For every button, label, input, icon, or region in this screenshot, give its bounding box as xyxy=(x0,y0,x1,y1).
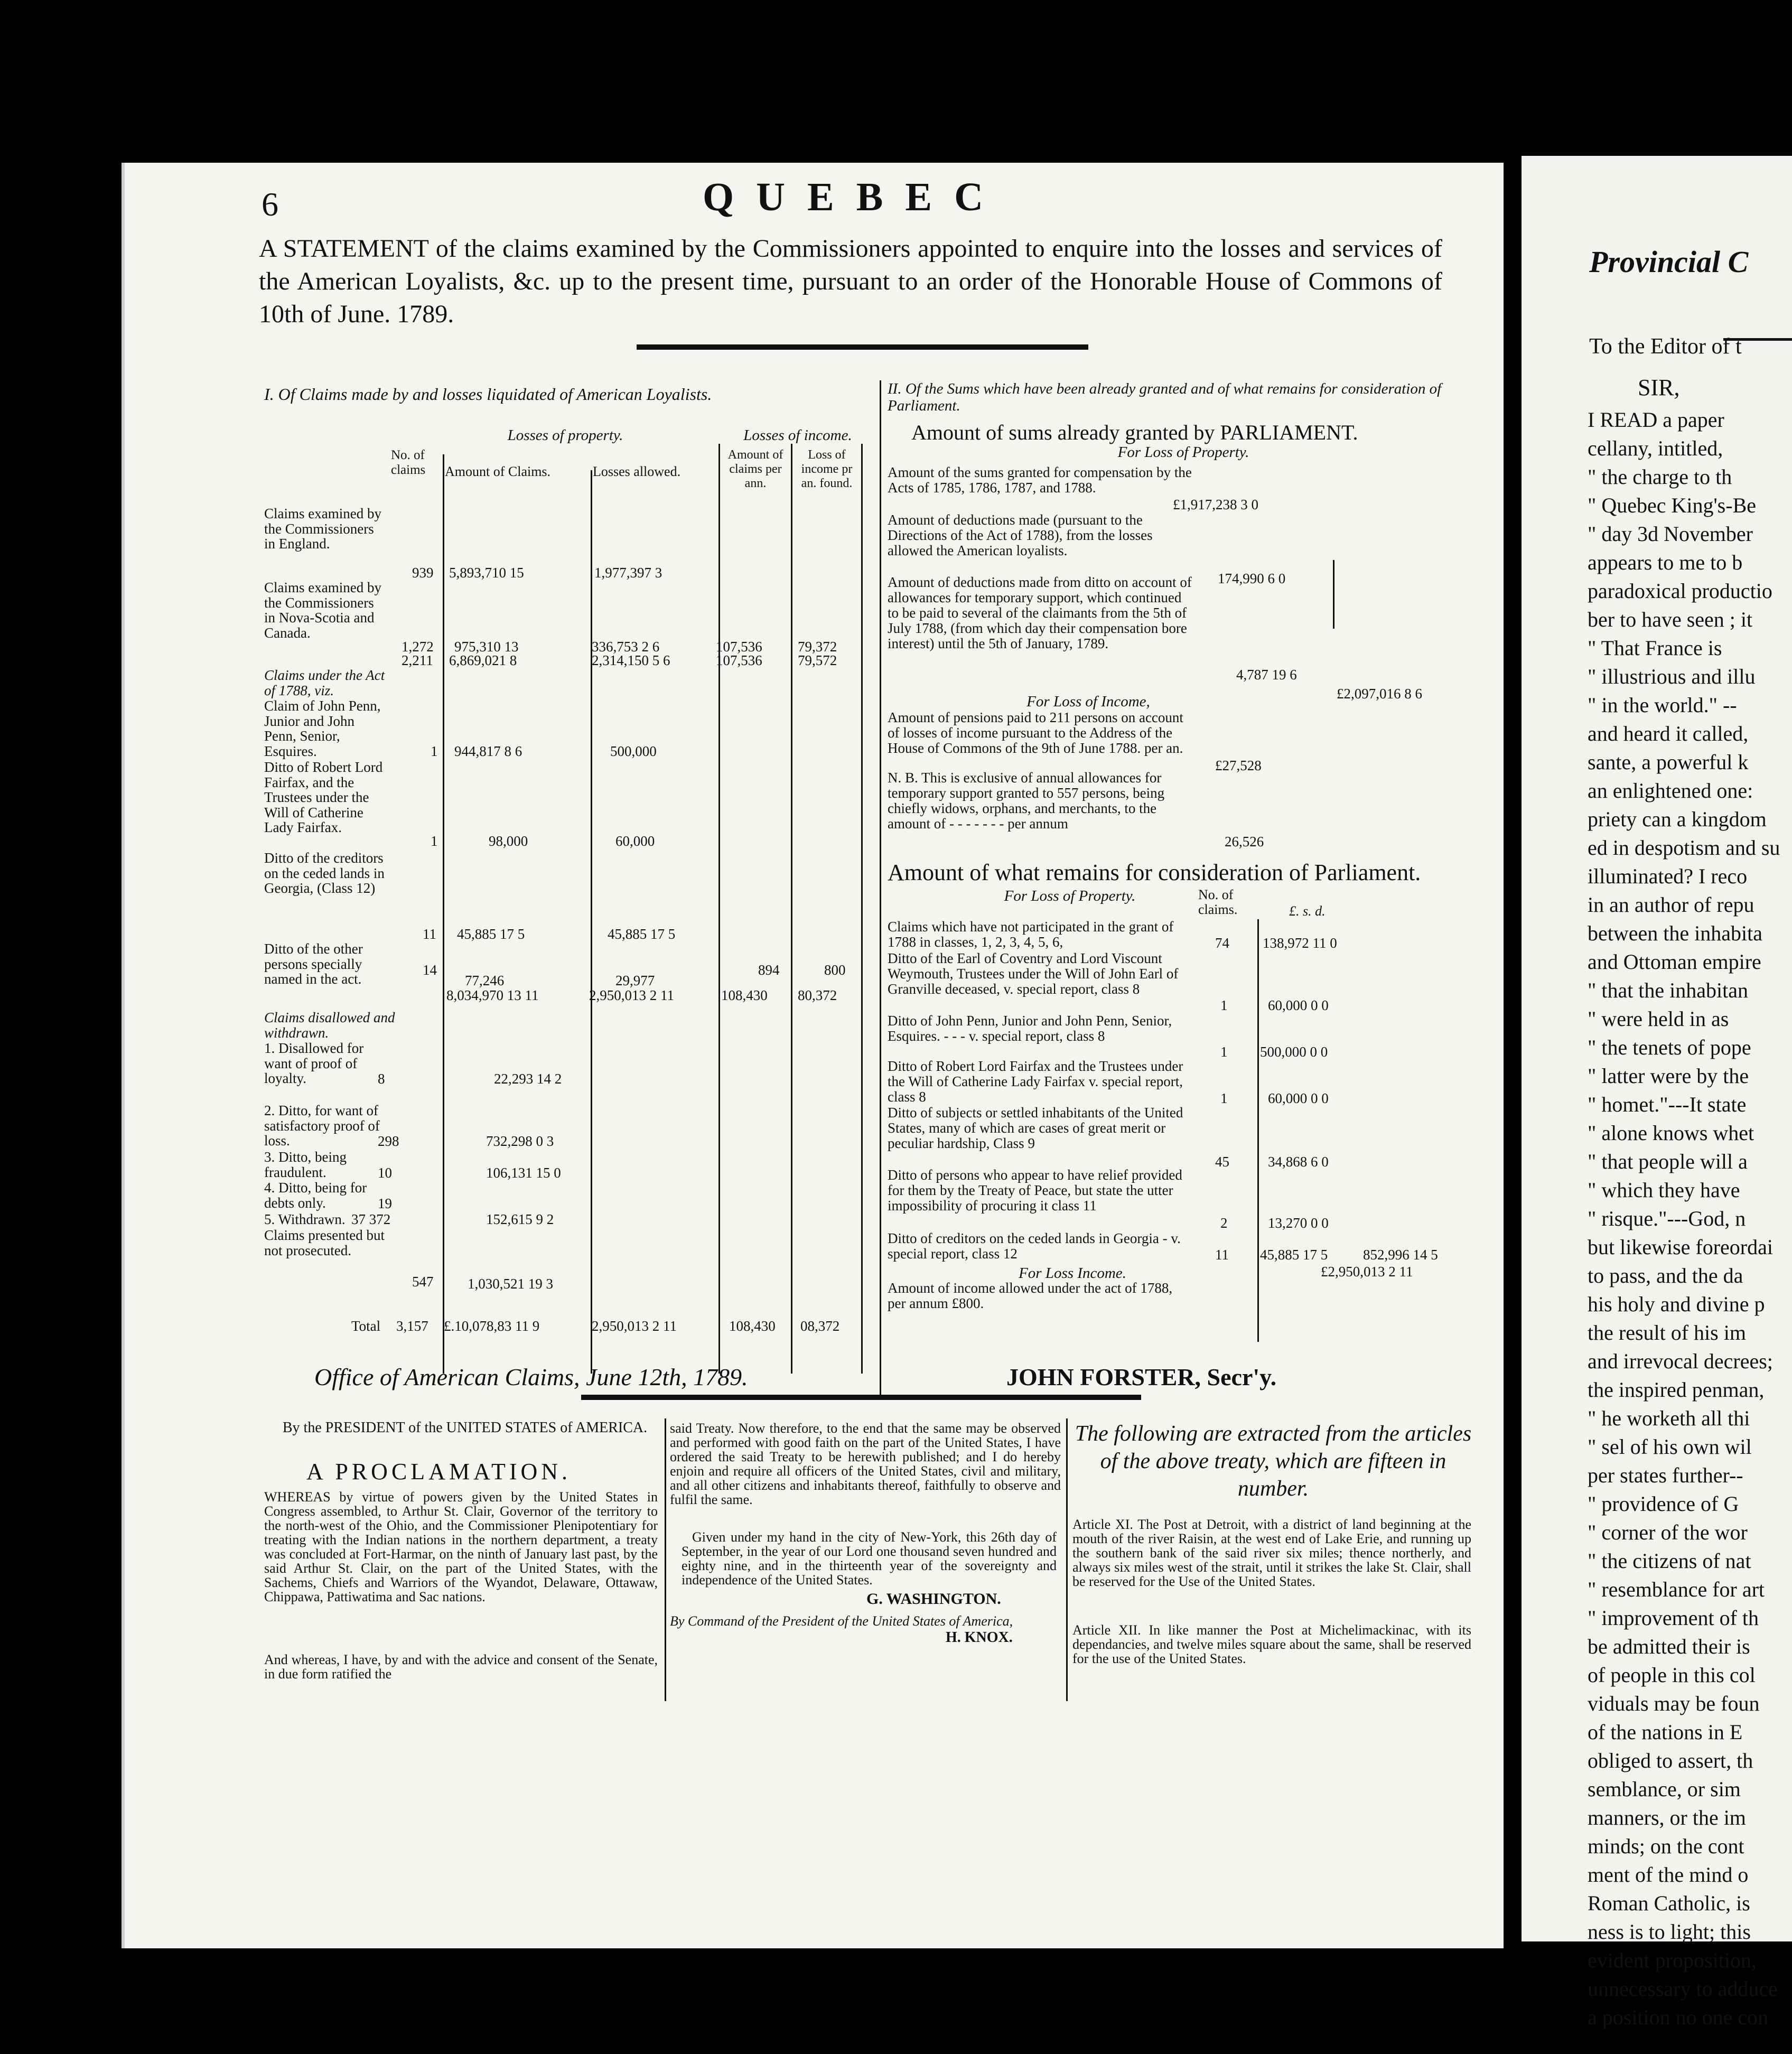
row-income-amount: 894 xyxy=(758,962,780,978)
total-amount: £.10,078,83 11 9 xyxy=(444,1318,540,1334)
claims-row-disallowed-3 xyxy=(264,1149,561,1181)
row-amount: 45,885 17 5 xyxy=(457,926,525,942)
remains-value-1: 138,972 11 0 xyxy=(1263,935,1337,951)
letter-line: ness is to light; this xyxy=(1588,1920,1751,1944)
divider-rule xyxy=(581,1395,1141,1400)
row-label: 4. Ditto, being for debts only. xyxy=(264,1180,367,1211)
row-allowed: 500,000 xyxy=(610,743,657,759)
row-amount: 8,034,970 13 11 xyxy=(446,987,539,1003)
granted-item-3: Amount of deductions made from ditto on account of allowances for temporary support, which continued to be paid to several of the claimants from the 5th of July 1788, (from which day their compensation bore interest) until the 5th of January, 1789. xyxy=(888,574,1192,651)
letter-line: " homet."---It state xyxy=(1588,1093,1747,1116)
income-item-1: Amount of pensions paid to 211 persons on account of losses of income pursuant to the Address of the House of Commons of the 9th of June 1788. per an. xyxy=(888,709,1183,756)
letter-line: unnecessary to adduce xyxy=(1588,1977,1778,2001)
letter-line: an enlightened one: xyxy=(1588,779,1753,802)
income-value-1: £27,528 xyxy=(1215,758,1262,773)
row-allowed: 60,000 xyxy=(615,833,655,849)
remains-no-2: 1 xyxy=(1220,997,1228,1013)
col-head-amount-claims: Amount of Claims. xyxy=(445,464,551,479)
remains-col-lsd: £. s. d. xyxy=(1289,903,1326,919)
column-divider xyxy=(880,380,881,1397)
letter-line: but likewise foreordai xyxy=(1588,1235,1773,1259)
granted-total: £2,097,016 8 6 xyxy=(1337,686,1422,702)
row-label: 3. Ditto, being fraudulent. xyxy=(264,1149,347,1180)
remains-no-3: 1 xyxy=(1220,1044,1228,1060)
row-amount: 944,817 8 6 xyxy=(454,743,522,759)
granted-value-3: 4,787 19 6 xyxy=(1236,667,1297,683)
remains-total: 852,996 14 5 xyxy=(1363,1247,1438,1263)
letter-line: per states further-- xyxy=(1588,1463,1743,1487)
right-page-heading: Provincial C xyxy=(1589,245,1749,279)
section2-title: II. Of the Sums which have been already granted and of what remains for consideration of Parliament. xyxy=(888,380,1442,414)
total-allowed: 2,950,013 2 11 xyxy=(592,1318,677,1334)
remains-value-2: 60,000 0 0 xyxy=(1268,997,1329,1013)
row-label: Ditto of the other persons specially named in the act. xyxy=(264,941,363,987)
letter-line: viduals may be foun xyxy=(1588,1692,1760,1715)
row-no: 14 xyxy=(423,962,437,978)
letter-line: " providence of G xyxy=(1588,1492,1739,1516)
col-head-amount-per-annum: Amount of claims per ann. xyxy=(727,448,783,490)
claims-row-withdrawn xyxy=(264,1211,554,1227)
letter-line: semblance, or sim xyxy=(1588,1777,1741,1801)
row-amount: 106,131 15 0 xyxy=(486,1165,561,1181)
by-command-line: By Command of the President of the United States of America, xyxy=(670,1613,1013,1629)
remains-item-3: Ditto of John Penn, Junior and John Penn, Senior, Esquires. - - - v. special report, class 8 xyxy=(888,1013,1172,1044)
letter-line: the result of his im xyxy=(1588,1321,1746,1345)
remains-heading: Amount of what remains for consideration of Parliament. xyxy=(888,860,1421,885)
row-no: 8 xyxy=(378,1071,385,1087)
row-no: 547 xyxy=(412,1274,434,1290)
remains-value-6: 13,270 0 0 xyxy=(1268,1215,1329,1231)
claims-row-fairfax xyxy=(264,759,655,849)
claims-disallowed-label: Claims disallowed and withdrawn. xyxy=(264,1010,395,1041)
claims-row-not-prosecuted xyxy=(264,1227,553,1292)
letter-line: cellany, intitled, xyxy=(1588,436,1723,460)
row-label: Ditto of the creditors on the ceded lands in Georgia, (Class 12) xyxy=(264,850,385,896)
letter-line: " illustrious and illu xyxy=(1588,665,1756,688)
letter-line: a position no one con xyxy=(1588,2005,1769,2029)
to-editor-line: To the Editor of t xyxy=(1589,334,1742,359)
letter-line: " improvement of th xyxy=(1588,1606,1759,1630)
page-title: QUEBEC xyxy=(703,175,1005,219)
granted-item-2: Amount of deductions made (pursuant to the Directions of the Act of 1788), from the losses allowed the American loyalists. xyxy=(888,512,1153,558)
for-loss-property-caption: For Loss of Property. xyxy=(1117,444,1249,461)
proclamation-body-2: And whereas, I have, by and with the advice and consent of the Senate, in due form ratified the xyxy=(264,1652,658,1682)
letter-line: " sel of his own wil xyxy=(1588,1435,1752,1459)
row-allowed: 336,753 2 6 xyxy=(592,639,660,655)
letter-line: sante, a powerful k xyxy=(1588,750,1749,774)
letter-line: " risque."---God, n xyxy=(1588,1207,1746,1230)
row-income-amount: 108,430 xyxy=(721,987,768,1003)
bracket-rule xyxy=(1333,560,1334,629)
row-amount: 152,615 9 2 xyxy=(486,1211,554,1227)
claims-row-disallowed-2 xyxy=(264,1103,554,1149)
bracket-rule xyxy=(1257,919,1259,1342)
row-no: 11 xyxy=(423,926,436,942)
letter-line: and heard it called, xyxy=(1588,722,1749,745)
letter-line: " That France is xyxy=(1588,636,1722,660)
letter-line: " resemblance for art xyxy=(1588,1577,1765,1601)
letter-line: minds; on the cont xyxy=(1588,1834,1744,1858)
for-loss-income-caption-2: For Loss Income. xyxy=(1019,1265,1126,1282)
col-head-loss-income-found: Loss of income pr an. found. xyxy=(801,448,853,490)
letter-line: " which they have xyxy=(1588,1178,1740,1202)
row-no: 1,272 xyxy=(402,639,434,655)
row-allowed: 2,314,150 5 6 xyxy=(592,652,670,668)
remains-value-3: 500,000 0 0 xyxy=(1260,1044,1328,1060)
proclamation-body-1: WHEREAS by virtue of powers given by the United States in Congress assembled, to Arthur St. Clair, Governor of the territory to the north-west of the Ohio, and the Commissioner Plenipotentiary for treating with the Indian nations in the northern department, a treaty was concluded at Fort-Harmar, on the ninth of January last past, by the said Arthur St. Clair, on the part of the United States, with the Sachems, Chiefs and Warriors of the Wyandot, Delaware, Ottawaw, Chippawa, Pattiwatima and Sac nations. xyxy=(264,1489,658,1604)
table-rule xyxy=(591,470,592,1374)
income-allowed-note: Amount of income allowed under the act of 1788, per annum £800. xyxy=(888,1280,1173,1311)
row-label: 5. Withdrawn. xyxy=(264,1211,346,1227)
article-xii: Article XII. In like manner the Post at Michelimackinac, with its dependancies, and twelve miles square about the same, shall be reserved for the use of the United States. xyxy=(1072,1622,1471,1666)
proclamation-title: A PROCLAMATION. xyxy=(306,1459,572,1485)
claims-row-england xyxy=(264,506,662,581)
signature-line: JOHN FORSTER, Secr'y. xyxy=(1006,1364,1277,1390)
row-allowed: 45,885 17 5 xyxy=(608,926,676,942)
row-amount: 6,869,021 8 xyxy=(449,652,517,668)
letter-line: be admitted their is xyxy=(1588,1635,1750,1658)
col-head-no-claims: No. of claims xyxy=(391,448,426,477)
granted-value-2: 174,990 6 0 xyxy=(1218,571,1286,586)
letter-line: and irrevocal decrees; xyxy=(1588,1349,1773,1373)
statement-heading: A STATEMENT of the claims examined by the Commissioners appointed to enquire into the losses and services of the American Loyalists, &c. up to the present time, pursuant to an order of the Honorable House of Commons of 10th of June. 1789. xyxy=(259,235,1442,328)
claims-row-penn xyxy=(264,698,657,759)
salutation: SIR, xyxy=(1638,375,1680,400)
letter-line: I READ a paper xyxy=(1588,408,1724,432)
col-head-losses-income: Losses of income. xyxy=(743,427,852,444)
letter-line: in an author of repu xyxy=(1588,893,1754,917)
for-loss-income-caption: For Loss of Income, xyxy=(1026,693,1150,710)
remains-value-7: 45,885 17 5 xyxy=(1260,1247,1328,1263)
row-label: Ditto of Robert Lord Fairfax, and the Trustees under the Will of Catherine Lady Fairfax. xyxy=(264,759,383,835)
row-no: 1 xyxy=(431,743,438,759)
total-label: Total xyxy=(351,1318,381,1334)
row-no: 37 372 xyxy=(351,1211,391,1227)
proclamation-body-3: said Treaty. Now therefore, to the end that the same may be observed and performed with good faith on the part of the United States, I have ordered the said Treaty to be herewith published; and I do hereby enjoin and require all officers of the United States, civil and military, and all other citizens and inhabitants thereof, faithfully to observe and fulfil the same. xyxy=(670,1421,1061,1507)
row-amount: 1,030,521 19 3 xyxy=(468,1276,553,1292)
right-page-letter xyxy=(1588,406,1792,2032)
knox-signature: H. KNOX. xyxy=(946,1629,1013,1646)
letter-line: " in the world." -- xyxy=(1588,693,1737,717)
letter-line: illuminated? I reco xyxy=(1588,864,1748,888)
claims-row-georgia xyxy=(264,850,676,942)
letter-line: " corner of the wor xyxy=(1588,1520,1748,1544)
letter-line: of people in this col xyxy=(1588,1663,1756,1687)
letter-line: " alone knows whet xyxy=(1588,1121,1754,1145)
letter-line: manners, or the im xyxy=(1588,1806,1746,1829)
remains-col-no: No. of claims. xyxy=(1198,887,1238,917)
article-xi: Article XI. The Post at Detroit, with a district of land beginning at the mouth of the river Raisin, at the west end of Lake Erie, and running up the southern bank of the said river six miles; thence northerly, and always six miles west of the strait, until it strikes the lake St. Clair, shall be reserved for the Use of the United States. xyxy=(1072,1517,1471,1589)
row-income-found: 80,372 xyxy=(798,987,837,1003)
row-income-found: 79,572 xyxy=(798,652,837,668)
grand-total: £2,950,013 2 11 xyxy=(1321,1264,1413,1280)
table-rule xyxy=(861,444,863,1374)
remains-no-7: 11 xyxy=(1215,1247,1229,1263)
col-head-losses-allowed: Losses allowed. xyxy=(593,464,681,479)
row-income-found: 79,372 xyxy=(798,639,837,655)
letter-line: of the nations in E xyxy=(1588,1720,1743,1744)
remains-no-1: 74 xyxy=(1215,935,1229,951)
letter-line: " were held in as xyxy=(1588,1007,1729,1031)
page-number: 6 xyxy=(262,185,278,223)
letter-line: between the inhabita xyxy=(1588,921,1762,945)
proclamation-dateline: Given under my hand in the city of New-York, this 26th day of September, in the year of our Lord one thousand seven hundred and eighty nine, and in the thirteenth year of the sovereignty and independence of the United States. xyxy=(682,1529,1057,1588)
section1-title: I. Of Claims made by and losses liquidated of American Loyalists. xyxy=(264,385,712,404)
articles-heading: The following are extracted from the articles of the above treaty, which are fifteen in number. xyxy=(1075,1422,1472,1501)
letter-line: " that the inhabitan xyxy=(1588,978,1749,1002)
remains-item-4: Ditto of Robert Lord Fairfax and the Trustees under the Will of Catherine Lady Fairfax v. special report, class 8 xyxy=(888,1058,1183,1105)
remains-item-6: Ditto of persons who appear to have relief provided for them by the Treaty of Peace, but state the utter impossibility of procuring it class 11 xyxy=(888,1167,1182,1213)
claims-row-other-persons xyxy=(264,941,846,988)
row-no: 2,211 xyxy=(402,652,433,668)
letter-line: ed in despotism and su xyxy=(1588,836,1780,860)
divider-rule xyxy=(637,344,1088,350)
washington-signature: G. WASHINGTON. xyxy=(866,1590,1001,1608)
row-amount: 98,000 xyxy=(489,833,528,849)
remains-value-4: 60,000 0 0 xyxy=(1268,1090,1329,1106)
claims-row-nova-scotia xyxy=(264,580,837,655)
letter-line: priety can a kingdom xyxy=(1588,807,1767,831)
income-value-2: 26,526 xyxy=(1225,834,1264,849)
granted-item-1: Amount of the sums granted for compensation by the Acts of 1785, 1786, 1787, and 1788. xyxy=(888,464,1192,496)
row-amount: 5,893,710 15 xyxy=(449,565,524,581)
remains-value-5: 34,868 6 0 xyxy=(1268,1154,1329,1170)
row-label: Claims examined by the Commissioners in England. xyxy=(264,506,381,552)
row-label: Claims examined by the Commissioners in Nova-Scotia and Canada. xyxy=(264,580,381,641)
row-amount: 22,293 14 2 xyxy=(494,1071,562,1087)
claims-row-disallowed-1 xyxy=(264,1040,562,1087)
row-income-found: 800 xyxy=(824,962,846,978)
proclamation-by-line: By the PRESIDENT of the UNITED STATES of AMERICA. xyxy=(282,1420,648,1436)
letter-line: obliged to assert, th xyxy=(1588,1749,1753,1772)
remains-no-5: 45 xyxy=(1215,1154,1229,1170)
total-income-amount: 108,430 xyxy=(729,1318,776,1334)
row-no: 1 xyxy=(431,833,438,849)
remains-no-6: 2 xyxy=(1220,1215,1228,1231)
row-label: Claims presented but not prosecuted. xyxy=(264,1227,385,1258)
letter-line: " he worketh all thi xyxy=(1588,1406,1750,1430)
letter-line: " the citizens of nat xyxy=(1588,1549,1751,1573)
letter-line: and Ottoman empire xyxy=(1588,950,1761,974)
letter-line: evident proposition, xyxy=(1588,1948,1757,1972)
letter-line: " that people will a xyxy=(1588,1150,1748,1173)
granted-value-1: £1,917,238 3 0 xyxy=(1173,497,1258,512)
remains-no-4: 1 xyxy=(1220,1090,1228,1106)
row-amount: 975,310 13 xyxy=(454,639,519,655)
letter-line: " day 3d November xyxy=(1588,522,1753,546)
office-line: Office of American Claims, June 12th, 1789. xyxy=(314,1364,748,1390)
remains-item-1: Claims which have not participated in the grant of 1788 in classes, 1, 2, 3, 4, 5, 6, xyxy=(888,919,1174,950)
letter-line: ment of the mind o xyxy=(1588,1863,1749,1887)
letter-line: " Quebec King's-Be xyxy=(1588,493,1757,517)
total-income-found: 08,372 xyxy=(800,1318,840,1334)
letter-line: " the tenets of pope xyxy=(1588,1035,1751,1059)
amount-granted-heading: Amount of sums already granted by PARLIAMENT. xyxy=(911,421,1358,444)
letter-line: Roman Catholic, is xyxy=(1588,1891,1750,1915)
remains-item-2: Ditto of the Earl of Coventry and Lord Viscount Weymouth, Trustees under the Will of John Earl of Granville deceased, v. special report, class 8 xyxy=(888,950,1179,997)
row-no: 19 xyxy=(378,1196,392,1211)
letter-line: his holy and divine p xyxy=(1588,1292,1765,1316)
row-allowed: 2,950,013 2 11 xyxy=(589,987,674,1003)
row-no: 10 xyxy=(378,1165,392,1181)
row-label: 1. Disallowed for want of proof of loyalty. xyxy=(264,1040,364,1086)
letter-line: " the charge to th xyxy=(1588,465,1732,489)
claims-row-disallowed-4 xyxy=(264,1180,444,1210)
row-amount: 732,298 0 3 xyxy=(486,1133,554,1149)
row-amount: 77,246 xyxy=(465,973,505,988)
row-income-amount: 107,536 xyxy=(716,639,762,655)
row-allowed: 1,977,397 3 xyxy=(594,565,662,581)
letter-line: paradoxical productio xyxy=(1588,579,1772,603)
row-no: 298 xyxy=(378,1133,399,1149)
row-no: 939 xyxy=(412,565,434,581)
remains-col-label: For Loss of Property. xyxy=(1004,888,1136,904)
row-label: 2. Ditto, for want of satisfactory proof of loss. xyxy=(264,1103,380,1149)
column-divider xyxy=(1066,1418,1068,1701)
remains-item-7: Ditto of creditors on the ceded lands in Georgia - v. special report, class 12 xyxy=(888,1230,1181,1262)
letter-line: " latter were by the xyxy=(1588,1064,1749,1088)
letter-line: the inspired penman, xyxy=(1588,1378,1765,1402)
letter-line: appears to me to b xyxy=(1588,550,1743,574)
row-income-amount: 107,536 xyxy=(716,652,762,668)
income-item-2: N. B. This is exclusive of annual allowances for temporary support granted to 557 persons, being chiefly widows, orphans, and merchants, to the amount of - - - - - - - per annum xyxy=(888,770,1165,832)
table-rule xyxy=(791,444,792,1374)
total-no: 3,157 xyxy=(396,1318,428,1334)
letter-line: to pass, and the da xyxy=(1588,1264,1743,1287)
letter-line: ber to have seen ; it xyxy=(1588,608,1753,631)
column-divider xyxy=(665,1418,666,1701)
col-head-losses-property: Losses of property. xyxy=(507,427,623,444)
remains-item-5: Ditto of subjects or settled inhabitants of the United States, many of which are cases of great merit or peculiar hardship, Class 9 xyxy=(888,1105,1183,1151)
table-rule xyxy=(718,444,720,1374)
row-allowed: 29,977 xyxy=(615,973,655,988)
claims-act-1788-label: Claims under the Act of 1788, viz. xyxy=(264,667,385,698)
row-label: Claim of John Penn, Junior and John Penn, Senior, Esquires. xyxy=(264,698,381,759)
